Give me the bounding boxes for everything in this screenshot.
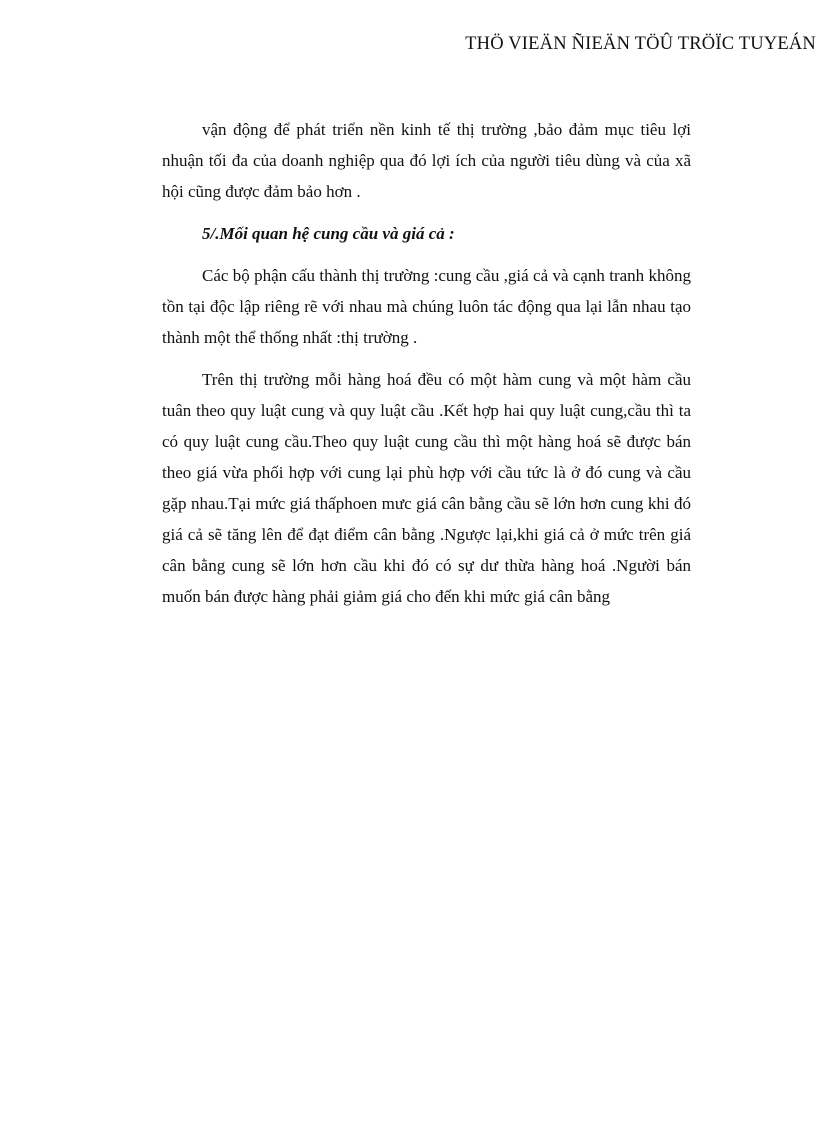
page-header: THÖ VIEÄN ÑIEÄN TÖÛ TRÖÏC TUYEÁN — [465, 34, 816, 54]
section-heading: 5/.Mối quan hệ cung cầu và giá cả : — [202, 224, 455, 243]
paragraph: Trên thị trường mỗi hàng hoá đều có một hàm cung và một hàm cầu tuân theo quy luật cung và quy luật cầu .Kết hợp hai quy luật cung,cầu thì ta có quy luật cung cầu.Theo quy luật cung cầu thì một hàng hoá sẽ được bán theo giá vừa phối hợp với cung lại phù hợp với cầu tức là ở đó cung và cầu gặp nhau.Tại mức giá thấphoen mưc giá cân bằng cầu sẽ lớn hơn cung khi đó giá cả sẽ tăng lên để đạt điểm cân bằng .Ngược lại,khi giá cả ở mức trên giá cân bằng cung sẽ lớn hơn cầu khi đó có sự dư thừa hàng hoá .Người bán muốn bán được hàng phải giảm giá cho đến khi mức giá cân bằng — [162, 370, 691, 606]
paragraph: Các bộ phận cấu thành thị trường :cung cầu ,giá cả và cạnh tranh không tồn tại độc lập riêng rẽ với nhau mà chúng luôn tác động qua lại lẫn nhau tạo thành một thể thống nhất :thị trường . — [162, 266, 691, 347]
paragraph-continuation: vận động để phát triển nền kinh tế thị trường ,bảo đảm mục tiêu lợi nhuận tối đa của doanh nghiệp qua đó lợi ích của người tiêu dùng và của xã hội cũng được đảm bảo hơn . — [162, 120, 691, 201]
document-body — [162, 114, 691, 623]
